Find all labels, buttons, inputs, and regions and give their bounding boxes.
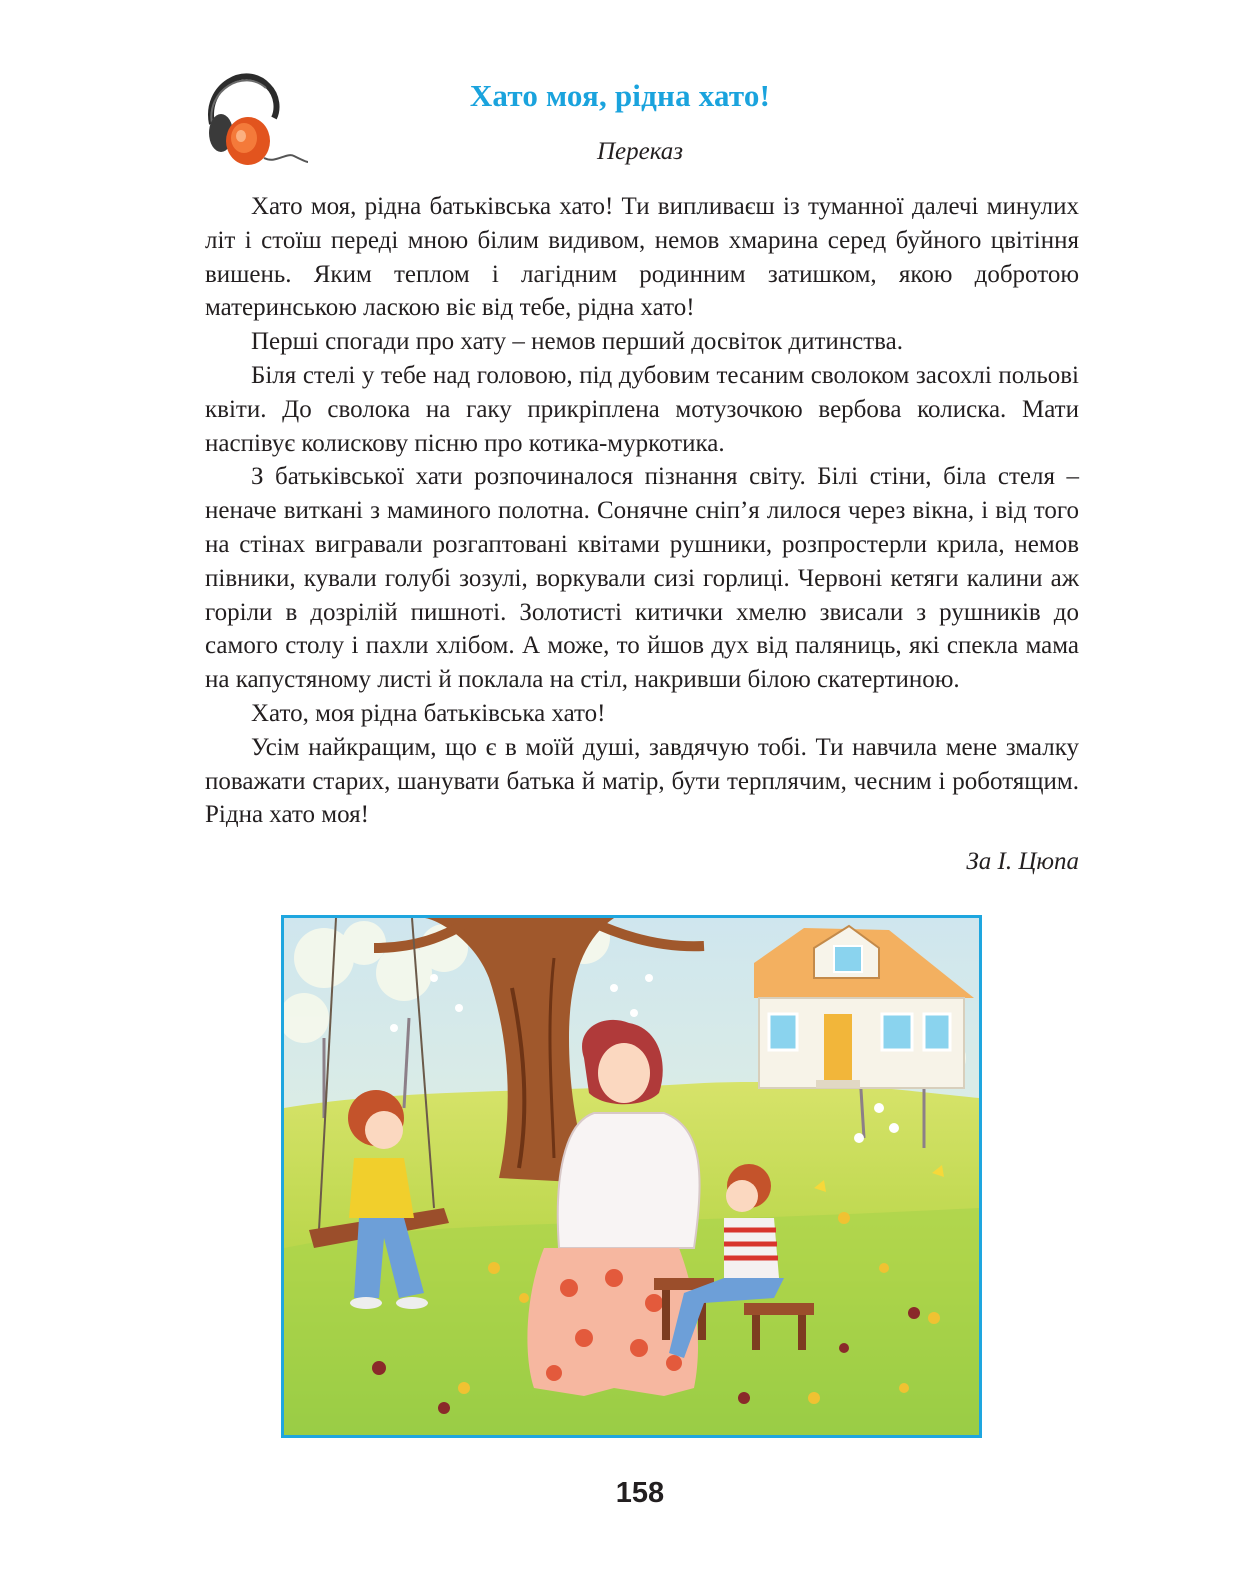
paragraph: Перші спогади про хату – немов перший досвіток дитинства.	[251, 328, 904, 356]
page-subtitle: Переказ	[596, 138, 684, 165]
story-text	[205, 190, 1079, 832]
paragraph: Біля стелі у тебе над головою, під дубовим тесаним сволоком засохлі польові квіти. До сволока на гаку прикріплена мотузочкою вербова колиска. Мати наспівує колискову пісню про котика-муркотика.	[205, 361, 1079, 457]
author-credit: За І. Цюпа	[966, 848, 1079, 875]
paragraph: Хато моя, рідна батьківська хато! Ти випливаєш із туманної далечі минулих літ і стоїш переді мною білим видивом, немов хмарина серед буйного цвітіння вишень. Яким теплом і лагідним родинним затишком, якою добротою материнською ласкою віє від тебе, рідна хато!	[205, 193, 1079, 322]
family-garden-illustration	[281, 915, 982, 1438]
page-title: Хато моя, рідна хато!	[469, 78, 771, 113]
paragraph: Усім найкращим, що є в моїй душі, завдячую тобі. Ти навчила мене змалку поважати старих, шанувати батька й матір, бути терплячим, чесним і роботящим. Рідна хато моя!	[205, 733, 1079, 829]
paragraph: Хато, моя рідна батьківська хато!	[251, 699, 606, 727]
page-number: 158	[615, 1477, 665, 1509]
paragraph: З батьківської хати розпочиналося пізнання світу. Білі стіни, біла стеля – неначе виткані з маминого полотна. Сонячне сніп’я лилося через вікна, і від того на стінах вигравали розгаптовані квітами рушники, розпростерли крила, немов півники, кували голубі зозулі, воркували сизі горлиці. Червоні кетяги калини аж горіли в дозрілій пишноті. Золотисті китички хмелю звисали з рушників до самого столу і пахли хлібом. А може, то йшов дух від паляниць, які спекла мама на капустяному листі й поклала на стіл, накривши білою скатертиною.	[205, 463, 1079, 694]
